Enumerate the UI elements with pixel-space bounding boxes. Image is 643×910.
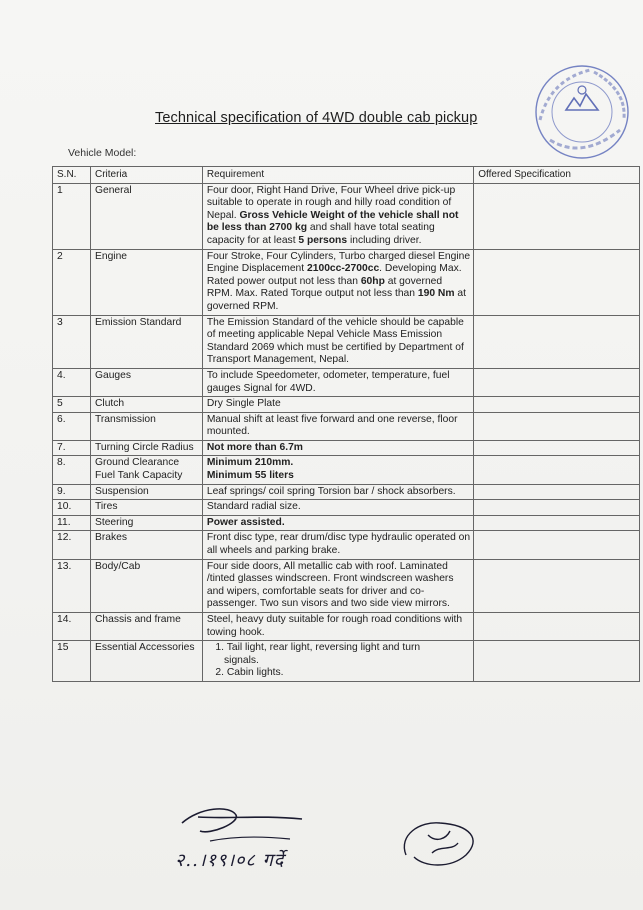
row-requirement: 1. Tail light, rear light, reversing light and turn signals. 2. Cabin lights. [202,641,473,682]
row-offered-specification [474,412,640,440]
row-sn: 6. [53,412,91,440]
row-criteria: General [90,183,202,249]
signature-right [404,823,473,865]
table-row [53,531,640,559]
table-row [53,559,640,612]
row-offered-specification [474,440,640,456]
row-offered-specification [474,515,640,531]
row-requirement: Four door, Right Hand Drive, Four Wheel drive pick-up suitable to operate in rough and hilly road condition of Nepal. Gross Vehicle Weight of the vehicle shall not be less than 2700 kg and shall have total seating capacity for at least 5 persons including driver. [202,183,473,249]
row-criteria: Essential Accessories [90,641,202,682]
row-criteria: Clutch [90,397,202,413]
row-requirement: Manual shift at least five forward and one reverse, floor mounted. [202,412,473,440]
row-offered-specification [474,397,640,413]
row-sn: 3 [53,315,91,368]
table-row [53,412,640,440]
row-requirement: Four Stroke, Four Cylinders, Turbo charged diesel Engine Engine Displacement 2100cc-2700cc. Developing Max. Rated power output not less than 60hp at governed RPM. Max. Rated Torque output not less than 190 Nm at governed RPM. [202,249,473,315]
row-sn: 7. [53,440,91,456]
row-sn: 12. [53,531,91,559]
table-row [53,613,640,641]
row-criteria: Brakes [90,531,202,559]
row-criteria: Body/Cab [90,559,202,612]
row-sn: 9. [53,484,91,500]
row-offered-specification [474,500,640,516]
row-sn: 1 [53,183,91,249]
row-sn: 10. [53,500,91,516]
row-offered-specification [474,368,640,396]
table-row [53,440,640,456]
office-seal-icon [530,60,634,164]
row-requirement: The Emission Standard of the vehicle should be capable of meeting applicable Nepal Vehicle Mass Emission Standard 2069 which must be certified by Department of Transport Management, Nepal. [202,315,473,368]
specification-table [52,166,640,682]
table-row [53,515,640,531]
row-sn: 13. [53,559,91,612]
table-header-row [53,167,640,184]
header-criteria: Criteria [90,167,202,184]
document-title: Technical specification of 4WD double cab pickup [155,110,478,126]
row-requirement: Dry Single Plate [202,397,473,413]
row-criteria: Chassis and frame [90,613,202,641]
header-offered-specification: Offered Specification [474,167,640,184]
row-requirement: Steel, heavy duty suitable for rough road conditions with towing hook. [202,613,473,641]
handwritten-date: २..।१९।०८ गर्दे [175,850,285,871]
row-offered-specification [474,531,640,559]
table-row [53,249,640,315]
row-requirement: Minimum 210mm. Minimum 55 liters [202,456,473,484]
row-sn: 2 [53,249,91,315]
row-requirement: Power assisted. [202,515,473,531]
row-sn: 5 [53,397,91,413]
row-offered-specification [474,641,640,682]
table-row [53,397,640,413]
table-row [53,500,640,516]
table-body [53,183,640,681]
row-criteria: Engine [90,249,202,315]
row-sn: 14. [53,613,91,641]
table-row [53,368,640,396]
header-requirement: Requirement [202,167,473,184]
table-row [53,183,640,249]
row-criteria: Transmission [90,412,202,440]
row-offered-specification [474,613,640,641]
row-sn: 11. [53,515,91,531]
row-requirement: Front disc type, rear drum/disc type hydraulic operated on all wheels and parking brake. [202,531,473,559]
row-criteria: Suspension [90,484,202,500]
row-sn: 8. [53,456,91,484]
row-offered-specification [474,249,640,315]
table-row [53,641,640,682]
row-requirement: Standard radial size. [202,500,473,516]
row-sn: 15 [53,641,91,682]
row-requirement: Four side doors, All metallic cab with roof. Laminated /tinted glasses windscreen. Front windscreen washers and wipers, comfortable seats for driver and co-passenger. Two sun visors and two side view mirrors. [202,559,473,612]
table-row [53,456,640,484]
row-requirement: Leaf springs/ coil spring Torsion bar / shock absorbers. [202,484,473,500]
table-row [53,315,640,368]
row-offered-specification [474,183,640,249]
row-offered-specification [474,484,640,500]
header-sn: S.N. [53,167,91,184]
row-offered-specification [474,456,640,484]
row-offered-specification [474,315,640,368]
signature-left [182,809,302,832]
row-criteria: Ground Clearance Fuel Tank Capacity [90,456,202,484]
row-criteria: Emission Standard [90,315,202,368]
table-row [53,484,640,500]
row-sn: 4. [53,368,91,396]
row-criteria: Tires [90,500,202,516]
row-requirement: Not more than 6.7m [202,440,473,456]
row-criteria: Gauges [90,368,202,396]
vehicle-model-label: Vehicle Model: [68,147,137,159]
row-requirement: To include Speedometer, odometer, temperature, fuel gauges Signal for 4WD. [202,368,473,396]
row-offered-specification [474,559,640,612]
row-criteria: Turning Circle Radius [90,440,202,456]
row-criteria: Steering [90,515,202,531]
